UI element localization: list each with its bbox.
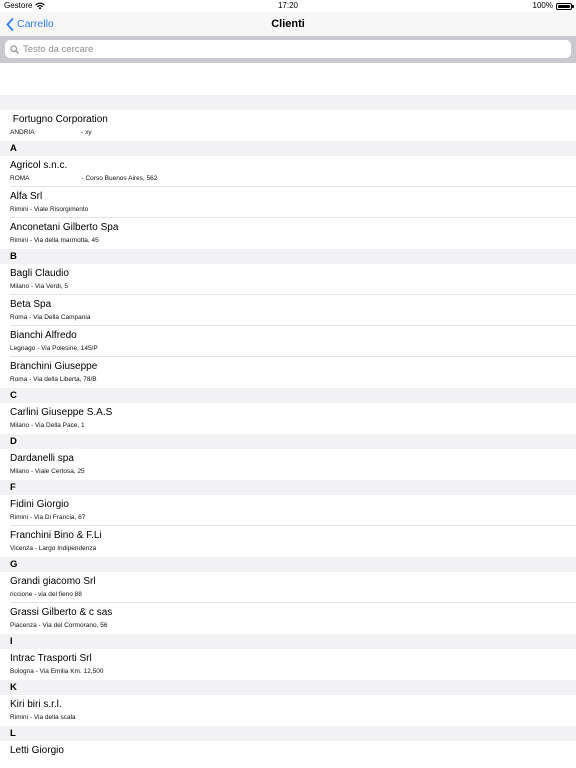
client-name: Intrac Trasporti Srl xyxy=(10,653,92,664)
client-address: Roma - Via Della Campania xyxy=(10,314,91,321)
search-icon xyxy=(10,45,19,54)
client-row[interactable] xyxy=(0,187,576,218)
section-header: C xyxy=(0,388,576,403)
status-right xyxy=(533,0,572,12)
client-address: ANDRIA - xy xyxy=(10,129,92,136)
client-row[interactable] xyxy=(0,156,576,187)
client-name: Beta Spa xyxy=(10,299,52,310)
back-button[interactable] xyxy=(6,12,54,36)
client-address: Milano - Via Verdi, 5 xyxy=(10,283,69,290)
client-address: Rimini - Via Di Francia, 67 xyxy=(10,514,86,521)
client-list[interactable] xyxy=(0,63,576,768)
section-header: A xyxy=(0,141,576,156)
client-row[interactable] xyxy=(0,326,576,357)
client-address: Vicenza - Largo Indipendenza xyxy=(10,545,97,552)
client-row[interactable] xyxy=(0,572,576,603)
client-address: Rimini - Via della marmotta, 45 xyxy=(10,237,99,244)
back-button-label: Carrello xyxy=(17,18,54,30)
client-name: Franchini Bino & F.Li xyxy=(10,530,102,541)
status-time: 17:20 xyxy=(277,1,299,10)
client-name: Fidini Giorgio xyxy=(10,499,69,510)
client-name: Grandi giacomo Srl xyxy=(10,576,96,587)
client-row[interactable] xyxy=(0,218,576,249)
client-name: Fortugno Corporation xyxy=(10,114,108,125)
client-address: Milano - Viale Certosa, 25 xyxy=(10,468,85,475)
navigation-bar xyxy=(0,12,576,36)
list-top-spacer xyxy=(0,63,576,95)
section-header: D xyxy=(0,434,576,449)
client-name: Anconetani Gilberto Spa xyxy=(10,222,119,233)
client-row[interactable] xyxy=(0,603,576,634)
client-row[interactable] xyxy=(0,110,576,141)
section-header: G xyxy=(0,557,576,572)
client-address: ROMA - Corso Buenos Aires, 562 xyxy=(10,175,158,182)
client-row[interactable] xyxy=(0,449,576,480)
section-header: K xyxy=(0,680,576,695)
status-bar xyxy=(0,0,576,12)
section-header: L xyxy=(0,726,576,741)
client-row[interactable] xyxy=(0,495,576,526)
client-name: Kiri biri s.r.l. xyxy=(10,699,62,710)
client-address: Piacenza - Via del Cormorano, 56 xyxy=(10,622,108,629)
client-name: Dardanelli spa xyxy=(10,453,74,464)
battery-percent: 100% xyxy=(532,1,553,10)
client-name: Grassi Gilberto & c sas xyxy=(10,607,113,618)
section-header xyxy=(0,95,576,110)
client-address: Rimini - Viale Risorgimento xyxy=(10,206,89,213)
section-header: F xyxy=(0,480,576,495)
client-row[interactable] xyxy=(0,357,576,388)
client-name: Alfa Srl xyxy=(10,191,43,202)
client-name: Bagli Claudio xyxy=(10,268,69,279)
client-name: Carlini Giuseppe S.A.S xyxy=(10,407,113,418)
client-name: Letti Giorgio xyxy=(10,745,64,756)
client-address: Legnago - Via Polesine, 145/P xyxy=(10,345,98,352)
client-address: Milano - Via Della Pace, 1 xyxy=(10,422,85,429)
page-title: Clienti xyxy=(271,18,305,30)
chevron-left-icon xyxy=(6,18,14,31)
search-bar xyxy=(0,36,576,63)
section-header: I xyxy=(0,634,576,649)
client-row[interactable] xyxy=(0,403,576,434)
client-row[interactable] xyxy=(0,295,576,326)
search-field-container[interactable] xyxy=(5,40,571,58)
carrier-label: Gestore xyxy=(4,1,33,10)
client-address: Rimini - Via della scala xyxy=(10,714,76,721)
client-name: Agricol s.n.c. xyxy=(10,160,68,171)
client-address: Roma - Via della Liberta, 78/B xyxy=(10,376,97,383)
client-address: Bologna - Via Emilia Km. 12,500 xyxy=(10,668,104,675)
search-input[interactable] xyxy=(23,44,571,55)
client-name: Branchini Giuseppe xyxy=(10,361,98,372)
client-row[interactable] xyxy=(0,526,576,557)
section-header: B xyxy=(0,249,576,264)
client-name: Bianchi Alfredo xyxy=(10,330,77,341)
client-address: riccione - via del fieno 88 xyxy=(10,591,82,598)
battery-icon xyxy=(556,3,572,10)
client-row[interactable] xyxy=(0,695,576,726)
client-row[interactable] xyxy=(0,649,576,680)
client-row[interactable] xyxy=(0,264,576,295)
client-row[interactable] xyxy=(0,741,576,768)
